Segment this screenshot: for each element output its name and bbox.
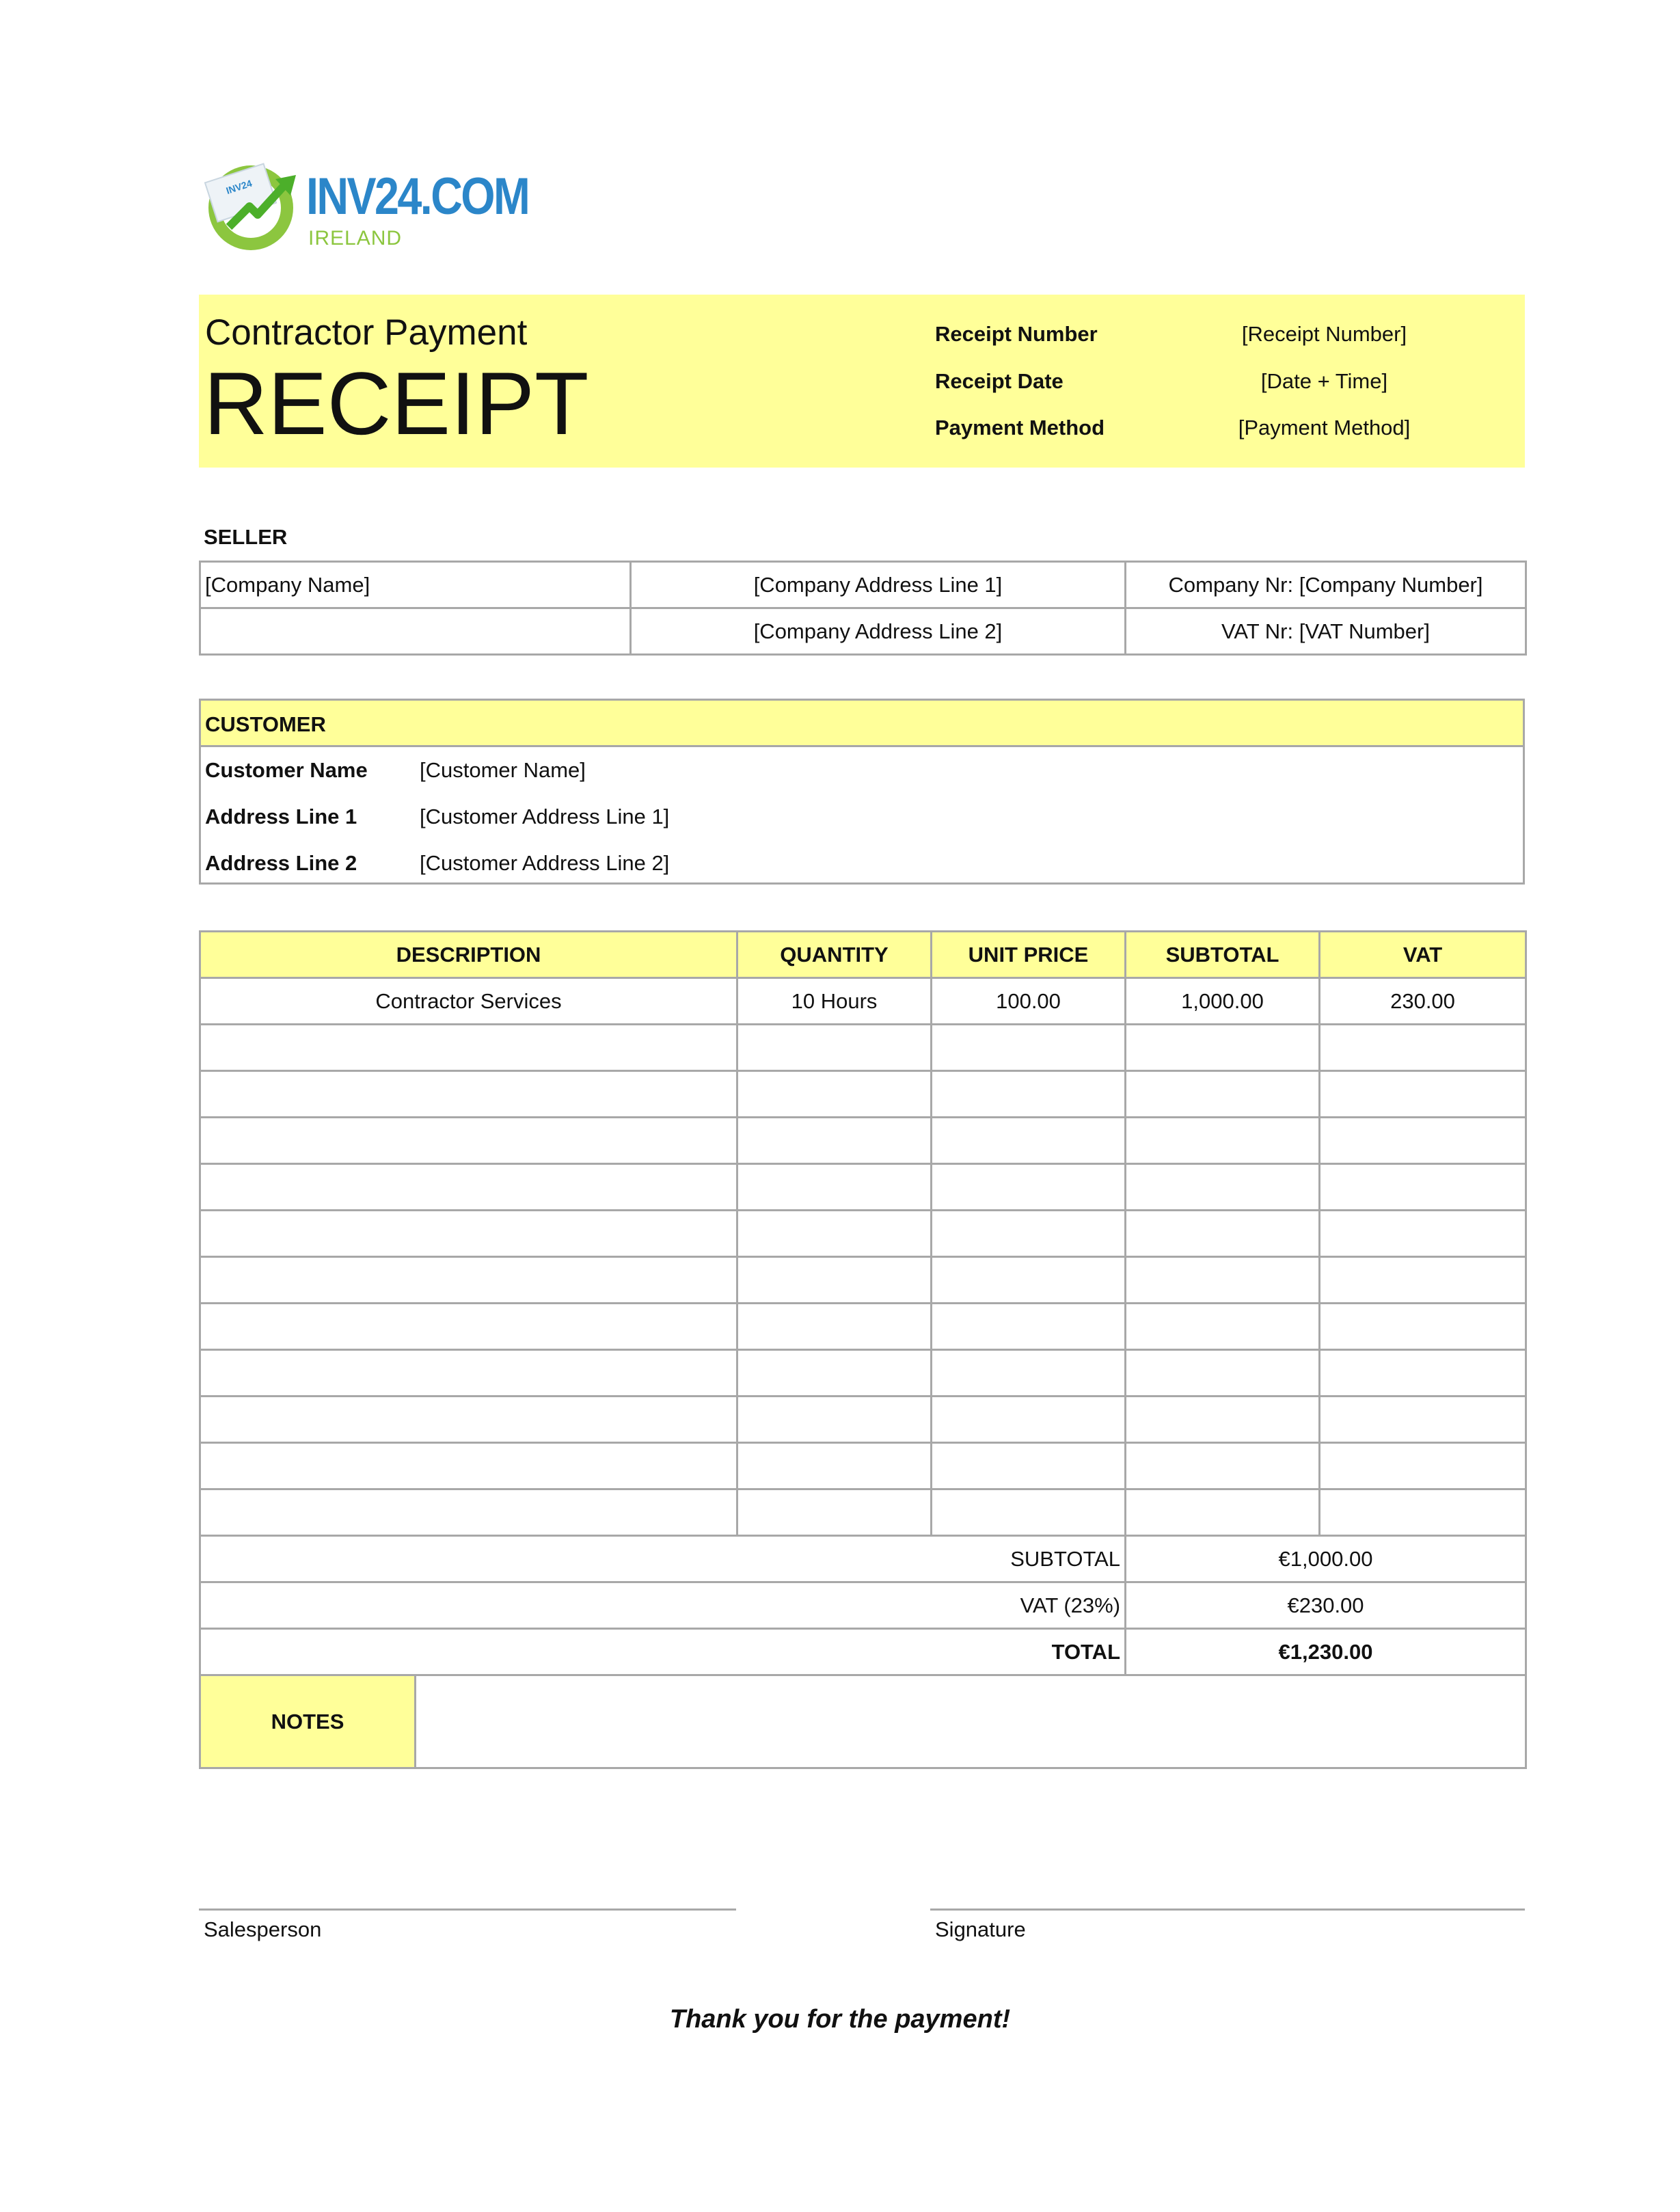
item-unit-price[interactable] xyxy=(932,1071,1126,1118)
vat-label: VAT (23%) xyxy=(200,1582,1126,1629)
column-header-vat: VAT xyxy=(1320,932,1526,978)
salesperson-label: Salesperson xyxy=(204,1917,322,1941)
seller-empty-cell xyxy=(200,608,631,655)
customer-address-1-label: Address Line 1 xyxy=(205,805,357,828)
item-description[interactable]: Contractor Services xyxy=(200,978,737,1025)
table-row[interactable] xyxy=(200,1257,1526,1304)
item-subtotal[interactable] xyxy=(1126,1211,1320,1257)
column-header-description: DESCRIPTION xyxy=(200,932,737,978)
item-subtotal[interactable] xyxy=(1126,1071,1320,1118)
item-vat[interactable] xyxy=(1320,1071,1526,1118)
item-unit-price[interactable] xyxy=(932,1443,1126,1489)
line-items-header-row xyxy=(200,932,1526,978)
item-quantity[interactable] xyxy=(737,1257,932,1304)
total-label: TOTAL xyxy=(200,1629,1126,1675)
table-row[interactable] xyxy=(200,1397,1526,1443)
item-description[interactable] xyxy=(200,1443,737,1489)
customer-address-2-label: Address Line 2 xyxy=(205,851,357,875)
payment-method-label: Payment Method xyxy=(935,416,1105,440)
item-subtotal[interactable] xyxy=(1126,1164,1320,1211)
item-subtotal[interactable] xyxy=(1126,1025,1320,1071)
table-row[interactable] xyxy=(200,1118,1526,1164)
item-quantity[interactable] xyxy=(737,1443,932,1489)
item-description[interactable] xyxy=(200,1350,737,1397)
column-header-quantity: QUANTITY xyxy=(737,932,932,978)
item-vat[interactable] xyxy=(1320,1025,1526,1071)
item-subtotal[interactable] xyxy=(1126,1489,1320,1536)
subtotal-row xyxy=(200,1536,1526,1582)
thank-you-message: Thank you for the payment! xyxy=(669,2005,1011,2034)
notes-row xyxy=(200,1675,1526,1768)
item-quantity[interactable] xyxy=(737,1025,932,1071)
subtotal-value: €1,000.00 xyxy=(1126,1536,1526,1582)
item-unit-price[interactable] xyxy=(932,1211,1126,1257)
customer-address-1-value[interactable]: [Customer Address Line 1] xyxy=(420,805,670,828)
seller-table xyxy=(199,561,1527,656)
table-row[interactable] xyxy=(200,1443,1526,1489)
seller-vat-number[interactable]: VAT Nr: [VAT Number] xyxy=(1126,608,1526,655)
item-unit-price[interactable] xyxy=(932,1304,1126,1350)
seller-address-line-2[interactable]: [Company Address Line 2] xyxy=(631,608,1126,655)
receipt-date-value[interactable]: [Date + Time] xyxy=(1260,369,1388,393)
logo-badge-text: INV24 xyxy=(224,177,254,196)
notes-field[interactable] xyxy=(416,1675,1526,1768)
item-description[interactable] xyxy=(200,1211,737,1257)
item-unit-price[interactable] xyxy=(932,1257,1126,1304)
item-subtotal[interactable]: 1,000.00 xyxy=(1126,978,1320,1025)
seller-address-line-1[interactable]: [Company Address Line 1] xyxy=(631,562,1126,608)
item-vat[interactable] xyxy=(1320,1304,1526,1350)
table-row[interactable] xyxy=(200,1164,1526,1211)
signature-line xyxy=(930,1908,1525,1911)
arrow-up-chart-icon xyxy=(202,159,311,254)
customer-address-2-value[interactable]: [Customer Address Line 2] xyxy=(420,851,670,875)
item-vat[interactable] xyxy=(1320,1257,1526,1304)
seller-company-name[interactable]: [Company Name] xyxy=(200,562,631,608)
item-subtotal[interactable] xyxy=(1126,1304,1320,1350)
item-quantity[interactable] xyxy=(737,1304,932,1350)
table-row[interactable] xyxy=(200,1350,1526,1397)
item-vat[interactable] xyxy=(1320,1489,1526,1536)
table-row[interactable] xyxy=(200,1304,1526,1350)
customer-name-label: Customer Name xyxy=(205,758,368,782)
signature-label: Signature xyxy=(935,1917,1026,1941)
item-subtotal[interactable] xyxy=(1126,1397,1320,1443)
total-row xyxy=(200,1629,1526,1675)
item-description[interactable] xyxy=(200,1025,737,1071)
item-unit-price[interactable] xyxy=(932,1397,1126,1443)
item-quantity[interactable] xyxy=(737,1211,932,1257)
notes-label: NOTES xyxy=(200,1675,416,1768)
receipt-number-label: Receipt Number xyxy=(935,322,1098,346)
item-description[interactable] xyxy=(200,1071,737,1118)
item-quantity[interactable] xyxy=(737,1489,932,1536)
receipt-number-value[interactable]: [Receipt Number] xyxy=(1241,322,1407,346)
item-vat[interactable] xyxy=(1320,1397,1526,1443)
item-unit-price[interactable]: 100.00 xyxy=(932,978,1126,1025)
logo-region: IRELAND xyxy=(308,227,403,249)
logo-brand: INV24.COM xyxy=(306,167,529,226)
item-quantity[interactable] xyxy=(737,1397,932,1443)
item-vat[interactable] xyxy=(1320,1211,1526,1257)
item-description[interactable] xyxy=(200,1118,737,1164)
item-vat[interactable] xyxy=(1320,1350,1526,1397)
item-subtotal[interactable] xyxy=(1126,1257,1320,1304)
receipt-date-label: Receipt Date xyxy=(935,369,1063,393)
item-quantity[interactable] xyxy=(737,1350,932,1397)
table-row[interactable] xyxy=(200,978,1526,1025)
table-row[interactable] xyxy=(200,1211,1526,1257)
item-quantity[interactable] xyxy=(737,1118,932,1164)
subtotal-label: SUBTOTAL xyxy=(200,1536,1126,1582)
item-description[interactable] xyxy=(200,1257,737,1304)
line-items-table xyxy=(199,930,1527,1769)
item-description[interactable] xyxy=(200,1397,737,1443)
customer-name-value[interactable]: [Customer Name] xyxy=(420,758,586,782)
table-row[interactable] xyxy=(200,1071,1526,1118)
item-unit-price[interactable] xyxy=(932,1489,1126,1536)
customer-heading: CUSTOMER xyxy=(205,712,326,736)
item-unit-price[interactable] xyxy=(932,1118,1126,1164)
vat-row xyxy=(200,1582,1526,1629)
item-description[interactable] xyxy=(200,1489,737,1536)
item-description[interactable] xyxy=(200,1164,737,1211)
item-vat[interactable] xyxy=(1320,1443,1526,1489)
item-subtotal[interactable] xyxy=(1126,1350,1320,1397)
customer-box xyxy=(199,699,1525,885)
item-vat[interactable] xyxy=(1320,1118,1526,1164)
item-vat[interactable] xyxy=(1320,1164,1526,1211)
receipt-subtitle: Contractor Payment xyxy=(205,312,528,353)
item-description[interactable] xyxy=(200,1304,737,1350)
item-quantity[interactable]: 10 Hours xyxy=(737,978,932,1025)
salesperson-line xyxy=(199,1908,736,1911)
item-unit-price[interactable] xyxy=(932,1025,1126,1071)
column-header-subtotal: SUBTOTAL xyxy=(1126,932,1320,978)
table-row[interactable] xyxy=(200,1489,1526,1536)
item-vat[interactable]: 230.00 xyxy=(1320,978,1526,1025)
vat-value: €230.00 xyxy=(1126,1582,1526,1629)
receipt-title: RECEIPT xyxy=(204,353,589,453)
item-unit-price[interactable] xyxy=(932,1164,1126,1211)
table-row[interactable] xyxy=(200,1025,1526,1071)
seller-company-number[interactable]: Company Nr: [Company Number] xyxy=(1126,562,1526,608)
seller-heading: SELLER xyxy=(204,525,288,549)
item-subtotal[interactable] xyxy=(1126,1118,1320,1164)
column-header-unit-price: UNIT PRICE xyxy=(932,932,1126,978)
item-quantity[interactable] xyxy=(737,1071,932,1118)
item-unit-price[interactable] xyxy=(932,1350,1126,1397)
payment-method-value[interactable]: [Payment Method] xyxy=(1238,416,1411,440)
customer-header-band xyxy=(201,701,1523,747)
total-value: €1,230.00 xyxy=(1126,1629,1526,1675)
item-quantity[interactable] xyxy=(737,1164,932,1211)
item-subtotal[interactable] xyxy=(1126,1443,1320,1489)
